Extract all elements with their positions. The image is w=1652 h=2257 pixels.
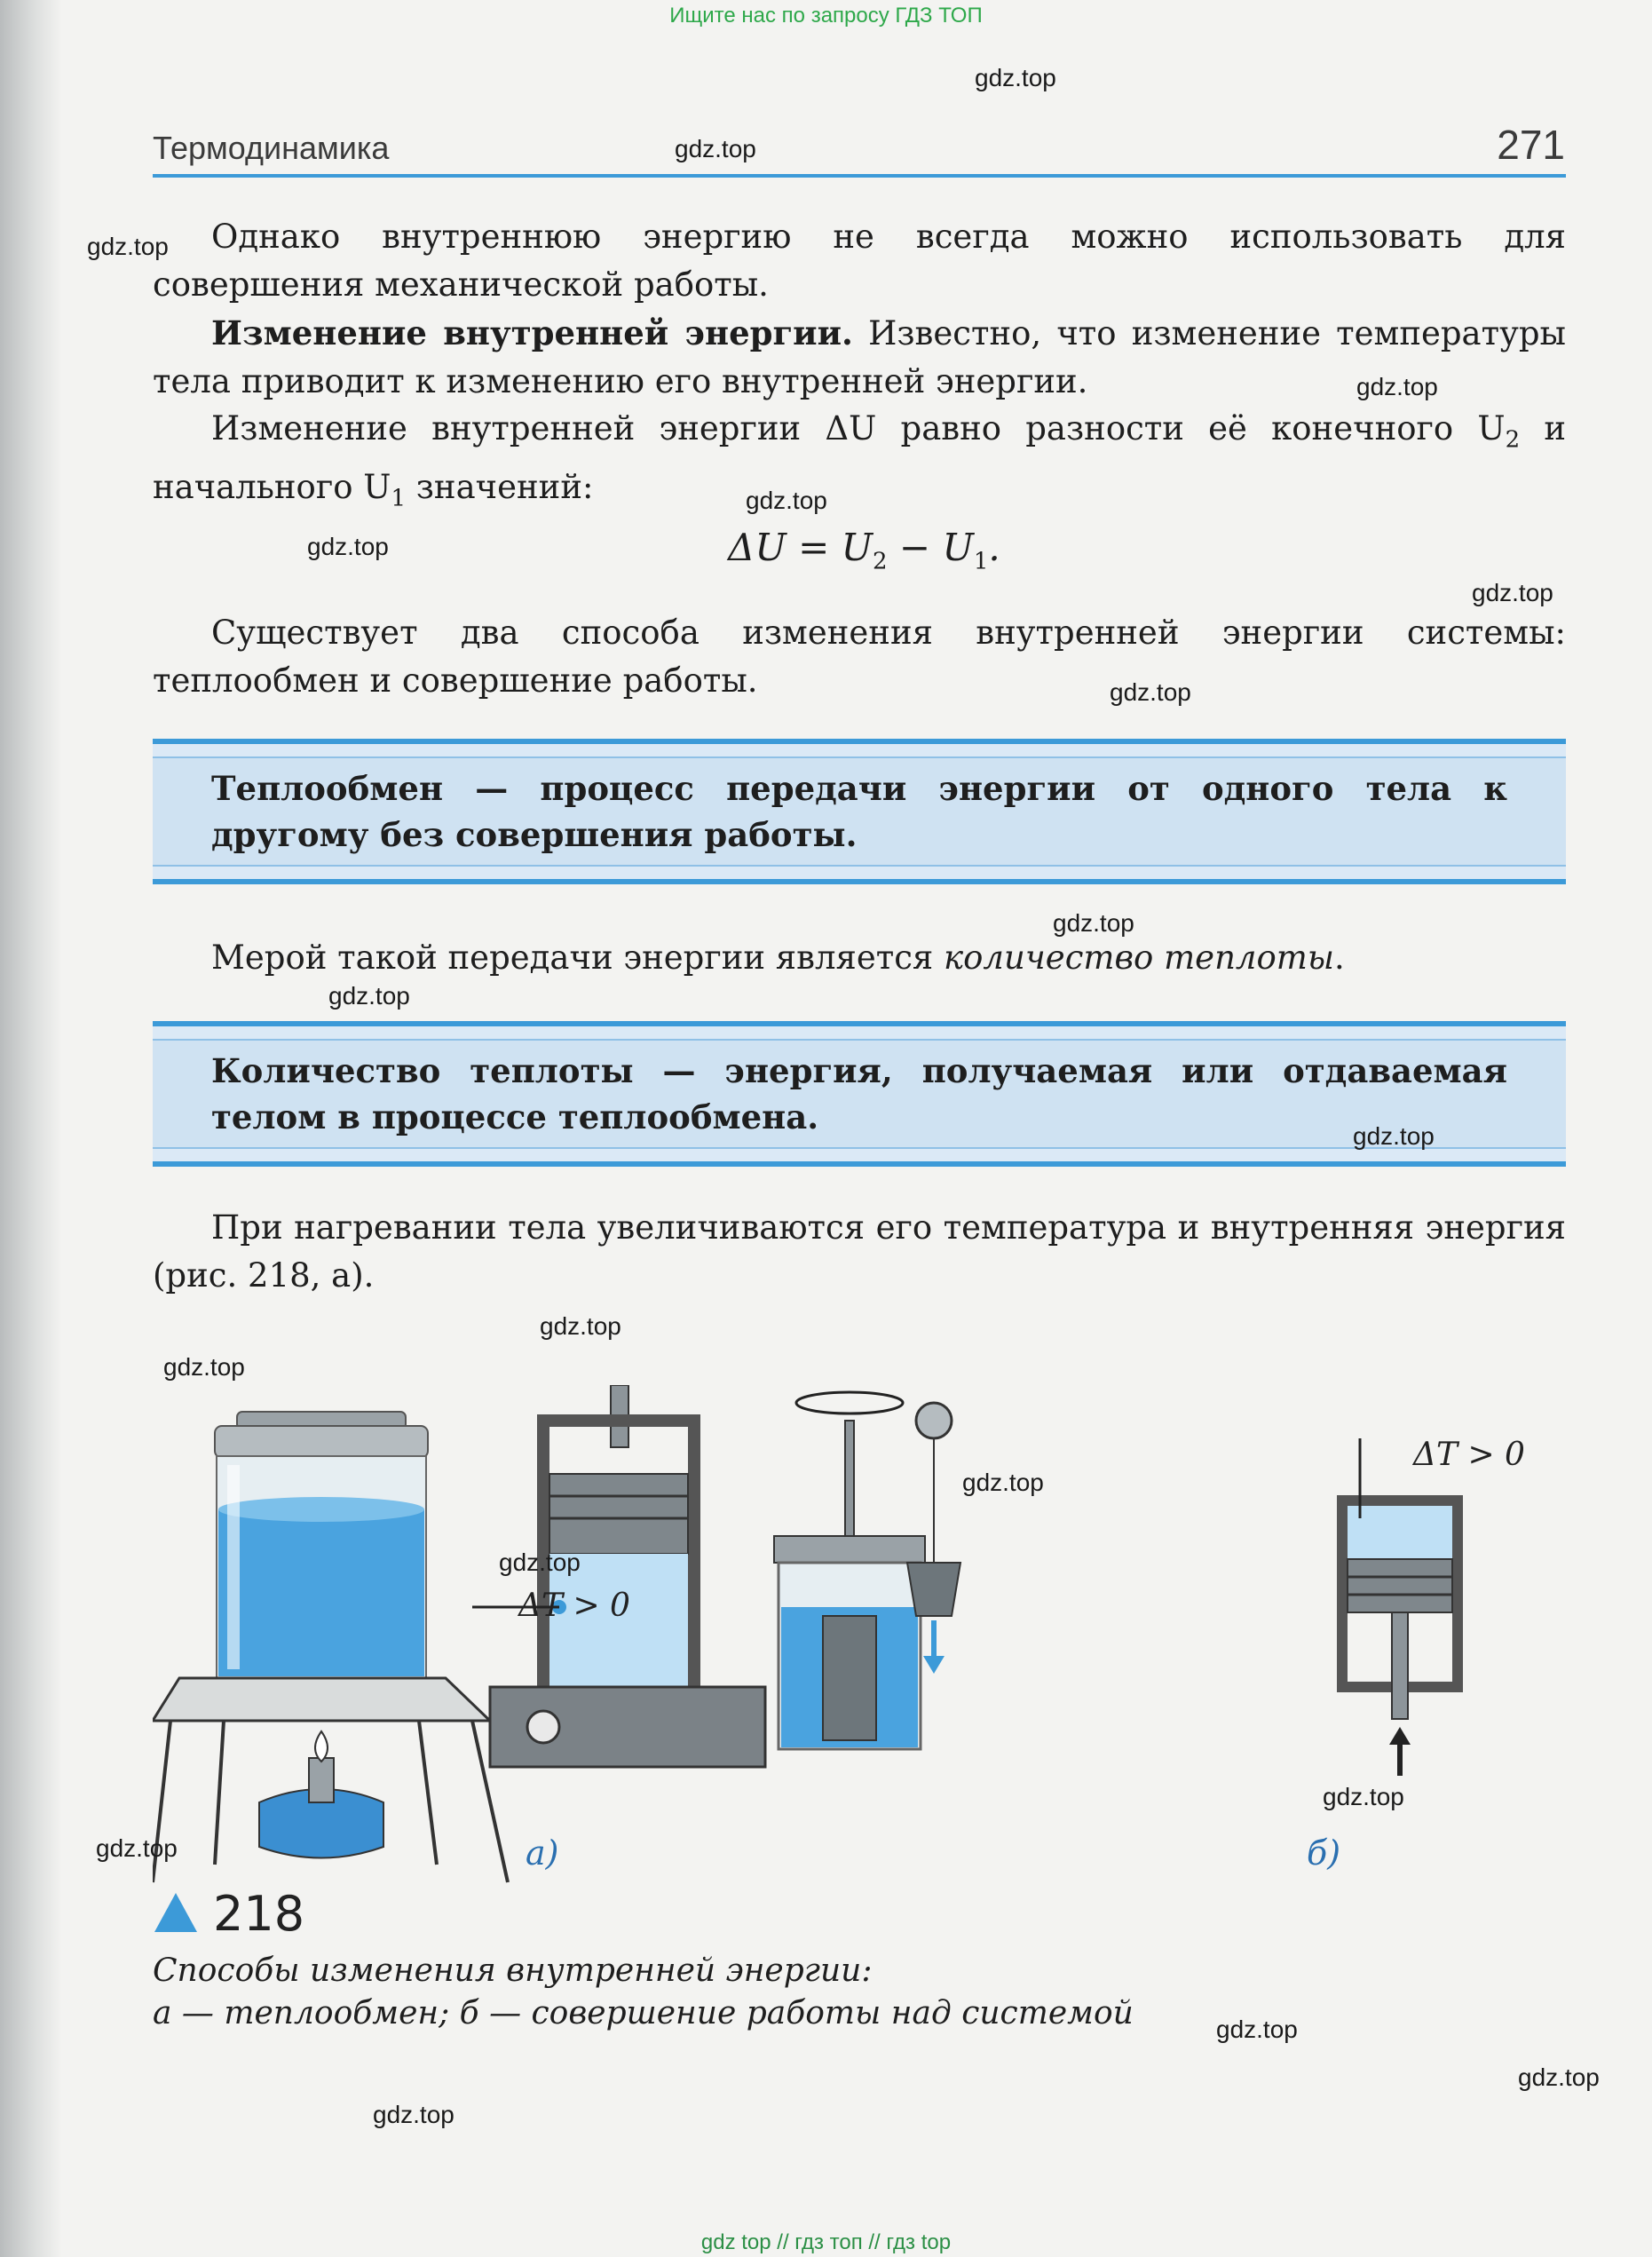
figure-label-a: а): [526, 1833, 559, 1873]
watermark: gdz.top: [87, 233, 169, 260]
paragraph-3: Изменение внутренней энергии ΔU равно разности её конечного $U_2$ и начального $U_1$ значений:: [153, 409, 1566, 512]
watermark: gdz.top: [1053, 909, 1134, 937]
paragraph-4: Существует два способа изменения внутренней энергии системы: теплообмен и совершение работы.: [153, 614, 1566, 700]
heated-jar: [215, 1412, 428, 1678]
watermark: gdz.top: [975, 64, 1056, 91]
watermark: gdz.top: [96, 1834, 178, 1862]
figure-illustration: [153, 1385, 1591, 1900]
definition-heat-quantity: Количество теплоты — энергия, получаемая или отдаваемая телом в процессе теплообмена.: [153, 1021, 1566, 1167]
top-banner: Ищите нас по запросу ГДЗ ТОП: [669, 4, 983, 28]
watermark: gdz.top: [540, 1312, 621, 1340]
watermark: gdz.top: [1518, 2063, 1600, 2091]
watermark: gdz.top: [1356, 373, 1438, 400]
definition-heat-exchange: Теплообмен — процесс передачи энергии от одного тела к другому без совершения работы.: [153, 739, 1566, 884]
stirring-vessel: [774, 1392, 960, 1749]
paragraph-5: Мерой такой передачи энергии является количество теплоты.: [211, 938, 1345, 977]
watermark: gdz.top: [746, 487, 827, 514]
watermark: gdz.top: [1110, 678, 1191, 706]
page-number: 271: [1497, 122, 1565, 168]
paragraph-2: Изменение внутренней энергии. Известно, что изменение температуры тела приводит к изменению его внутренней энергии.: [153, 313, 1566, 400]
watermark: gdz.top: [1472, 579, 1553, 606]
watermark: gdz.top: [307, 533, 389, 560]
figure-218: [153, 1385, 1591, 1900]
running-header-title: Термодинамика: [153, 130, 390, 166]
figure-caption: Способы изменения внутренней энергии: а — теплообмен; б — совершение работы над системой: [153, 1952, 1134, 2031]
watermark: gdz.top: [328, 982, 410, 1010]
footer-banner: gdz top // гдз топ // гдз top: [700, 2230, 952, 2254]
book-spine-shadow: [0, 0, 62, 2257]
paragraph-6: При нагревании тела увеличиваются его температура и внутренняя энергия (рис. 218, а).: [153, 1208, 1566, 1295]
watermark: gdz.top: [163, 1353, 245, 1381]
figure-number-triangle-icon: [153, 1891, 199, 1934]
header-rule: [153, 174, 1566, 178]
piston-cylinder-compressed: [1342, 1438, 1458, 1776]
watermark: gdz.top: [962, 1469, 1044, 1496]
watermark: gdz.top: [499, 1548, 581, 1576]
figure-label-b: б): [1307, 1833, 1341, 1873]
internal-energy-formula: $\Delta U = U_2 - U_1$.: [728, 526, 1000, 575]
watermark: gdz.top: [373, 2101, 454, 2128]
delta-t-label-b: ΔT > 0: [1413, 1437, 1525, 1473]
paragraph-1: Однако внутреннюю энергию не всегда можно использовать для совершения механической работы.: [153, 218, 1566, 304]
delta-t-label-a: ΔT > 0: [518, 1588, 630, 1624]
figure-number: 218: [213, 1886, 305, 1942]
watermark: gdz.top: [1323, 1783, 1404, 1810]
watermark: gdz.top: [1216, 2015, 1298, 2043]
watermark: gdz.top: [675, 135, 756, 162]
watermark: gdz.top: [1353, 1122, 1435, 1150]
spirit-lamp: [259, 1731, 383, 1858]
run-in-heading: Изменение внутренней энергии.: [211, 313, 853, 352]
